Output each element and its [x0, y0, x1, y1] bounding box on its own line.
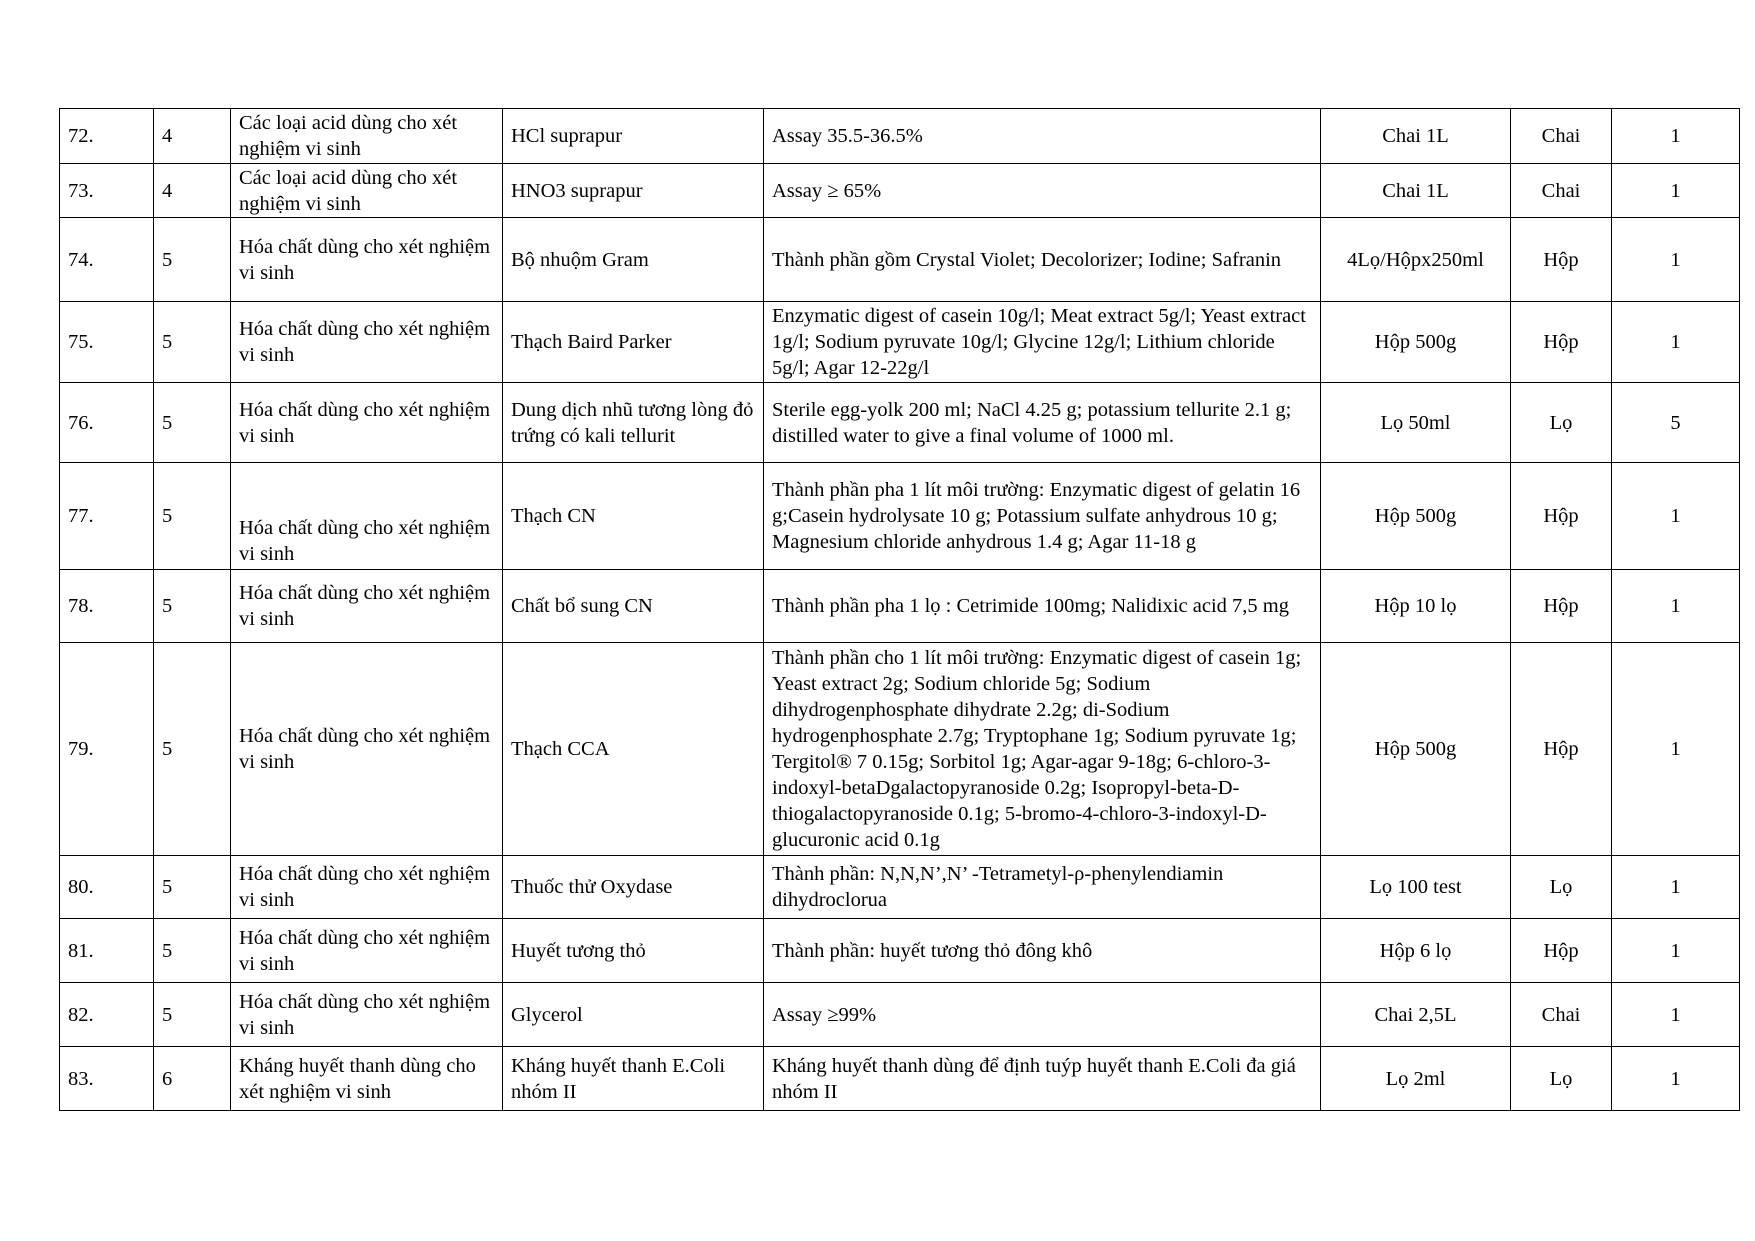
packaging-cell: Chai 1L	[1321, 164, 1511, 218]
category-cell: Hóa chất dùng cho xét nghiệm vi sinh	[231, 570, 503, 643]
quantity-cell: 1	[1612, 302, 1740, 383]
group-number: 5	[154, 218, 231, 302]
table-row	[60, 856, 1740, 919]
packaging-cell: 4Lọ/Hộpx250ml	[1321, 218, 1511, 302]
packaging-cell: Lọ 2ml	[1321, 1047, 1511, 1111]
specification-cell: Thành phần: N,N,N’,N’ -Tetrametyl-ρ-phenylendiamin dihydroclorua	[764, 856, 1321, 919]
packaging-cell: Chai 1L	[1321, 109, 1511, 164]
product-name-cell: Glycerol	[503, 983, 764, 1047]
specification-cell: Thành phần: huyết tương thỏ đông khô	[764, 919, 1321, 983]
unit-cell: Hộp	[1511, 919, 1612, 983]
packaging-cell: Hộp 10 lọ	[1321, 570, 1511, 643]
unit-cell: Chai	[1511, 164, 1612, 218]
row-number: 76.	[60, 383, 154, 463]
table-row	[60, 463, 1740, 570]
quantity-cell: 1	[1612, 463, 1740, 570]
specification-cell: Thành phần pha 1 lọ : Cetrimide 100mg; Nalidixic acid 7,5 mg	[764, 570, 1321, 643]
unit-cell: Chai	[1511, 109, 1612, 164]
category-cell: Hóa chất dùng cho xét nghiệm vi sinh	[231, 463, 503, 570]
quantity-cell: 5	[1612, 383, 1740, 463]
quantity-cell: 1	[1612, 856, 1740, 919]
row-number: 74.	[60, 218, 154, 302]
unit-cell: Lọ	[1511, 1047, 1612, 1111]
product-name-cell: HNO3 suprapur	[503, 164, 764, 218]
product-name-cell: Bộ nhuộm Gram	[503, 218, 764, 302]
category-cell: Hóa chất dùng cho xét nghiệm vi sinh	[231, 643, 503, 856]
table-row	[60, 1047, 1740, 1111]
quantity-cell: 1	[1612, 570, 1740, 643]
product-name-cell: Huyết tương thỏ	[503, 919, 764, 983]
product-name-cell: Chất bổ sung CN	[503, 570, 764, 643]
product-name-cell: Thạch CCA	[503, 643, 764, 856]
group-number: 4	[154, 164, 231, 218]
row-number: 80.	[60, 856, 154, 919]
table-row	[60, 302, 1740, 383]
category-cell: Hóa chất dùng cho xét nghiệm vi sinh	[231, 383, 503, 463]
row-number: 73.	[60, 164, 154, 218]
packaging-cell: Lọ 50ml	[1321, 383, 1511, 463]
table-row	[60, 643, 1740, 856]
packaging-cell: Lọ 100 test	[1321, 856, 1511, 919]
product-name-cell: Thạch Baird Parker	[503, 302, 764, 383]
product-name-cell: Dung dịch nhũ tương lòng đỏ trứng có kali tellurit	[503, 383, 764, 463]
unit-cell: Hộp	[1511, 643, 1612, 856]
unit-cell: Hộp	[1511, 218, 1612, 302]
product-name-cell: Thạch CN	[503, 463, 764, 570]
unit-cell: Lọ	[1511, 383, 1612, 463]
category-cell: Hóa chất dùng cho xét nghiệm vi sinh	[231, 302, 503, 383]
category-cell: Các loại acid dùng cho xét nghiệm vi sinh	[231, 109, 503, 164]
table-row	[60, 983, 1740, 1047]
group-number: 5	[154, 983, 231, 1047]
row-number: 72.	[60, 109, 154, 164]
group-number: 5	[154, 302, 231, 383]
row-number: 82.	[60, 983, 154, 1047]
group-number: 4	[154, 109, 231, 164]
specification-cell: Sterile egg-yolk 200 ml; NaCl 4.25 g; potassium tellurite 2.1 g; distilled water to give a final volume of 1000 ml.	[764, 383, 1321, 463]
group-number: 5	[154, 383, 231, 463]
category-cell: Hóa chất dùng cho xét nghiệm vi sinh	[231, 218, 503, 302]
product-name-cell: Thuốc thử Oxydase	[503, 856, 764, 919]
row-number: 78.	[60, 570, 154, 643]
row-number: 83.	[60, 1047, 154, 1111]
table-row	[60, 164, 1740, 218]
specification-cell: Assay ≥99%	[764, 983, 1321, 1047]
group-number: 5	[154, 570, 231, 643]
unit-cell: Lọ	[1511, 856, 1612, 919]
chemicals-table	[59, 108, 1740, 1111]
specification-cell: Assay 35.5-36.5%	[764, 109, 1321, 164]
product-name-cell: HCl suprapur	[503, 109, 764, 164]
row-number: 79.	[60, 643, 154, 856]
table-row	[60, 570, 1740, 643]
quantity-cell: 1	[1612, 919, 1740, 983]
packaging-cell: Chai 2,5L	[1321, 983, 1511, 1047]
group-number: 5	[154, 463, 231, 570]
unit-cell: Hộp	[1511, 570, 1612, 643]
category-cell: Hóa chất dùng cho xét nghiệm vi sinh	[231, 983, 503, 1047]
specification-cell: Thành phần gồm Crystal Violet; Decolorizer; Iodine; Safranin	[764, 218, 1321, 302]
quantity-cell: 1	[1612, 218, 1740, 302]
packaging-cell: Hộp 6 lọ	[1321, 919, 1511, 983]
table-row	[60, 218, 1740, 302]
unit-cell: Chai	[1511, 983, 1612, 1047]
group-number: 5	[154, 919, 231, 983]
quantity-cell: 1	[1612, 643, 1740, 856]
row-number: 75.	[60, 302, 154, 383]
quantity-cell: 1	[1612, 164, 1740, 218]
unit-cell: Hộp	[1511, 463, 1612, 570]
packaging-cell: Hộp 500g	[1321, 643, 1511, 856]
category-cell: Các loại acid dùng cho xét nghiệm vi sinh	[231, 164, 503, 218]
quantity-cell: 1	[1612, 1047, 1740, 1111]
quantity-cell: 1	[1612, 983, 1740, 1047]
packaging-cell: Hộp 500g	[1321, 302, 1511, 383]
group-number: 5	[154, 856, 231, 919]
category-cell: Kháng huyết thanh dùng cho xét nghiệm vi sinh	[231, 1047, 503, 1111]
specification-cell: Thành phần pha 1 lít môi trường: Enzymatic digest of gelatin 16 g;Casein hydrolysate 10 g; Potassium sulfate anhydrous 10 g; Magnesium chloride anhydrous 1.4 g; Agar 11-18 g	[764, 463, 1321, 570]
table-row	[60, 383, 1740, 463]
group-number: 5	[154, 643, 231, 856]
unit-cell: Hộp	[1511, 302, 1612, 383]
table-row	[60, 919, 1740, 983]
table-row	[60, 109, 1740, 164]
specification-cell: Kháng huyết thanh dùng để định tuýp huyết thanh E.Coli đa giá nhóm II	[764, 1047, 1321, 1111]
specification-cell: Thành phần cho 1 lít môi trường: Enzymatic digest of casein 1g; Yeast extract 2g; Sodium chloride 5g; Sodium dihydrogenphosphate dihydrate 2.2g; di-Sodium hydrogenphosphate 2.7g; Tryptophane 1g; Sodium pyruvate 1g; Tergitol® 7 0.15g; Sorbitol 1g; Agar-agar 9-18g; 6-chloro-3-indoxyl-betaDgalactopyranoside 0.2g; Isopropyl-beta-D-thiogalactopyranoside 0.1g; 5-bromo-4-chloro-3-indoxyl-D-glucuronic acid 0.1g	[764, 643, 1321, 856]
category-cell: Hóa chất dùng cho xét nghiệm vi sinh	[231, 919, 503, 983]
product-name-cell: Kháng huyết thanh E.Coli nhóm II	[503, 1047, 764, 1111]
category-cell: Hóa chất dùng cho xét nghiệm vi sinh	[231, 856, 503, 919]
packaging-cell: Hộp 500g	[1321, 463, 1511, 570]
specification-cell: Enzymatic digest of casein 10g/l; Meat extract 5g/l; Yeast extract 1g/l; Sodium pyruvate 10g/l; Glycine 12g/l; Lithium chloride 5g/l; Agar 12-22g/l	[764, 302, 1321, 383]
specification-cell: Assay ≥ 65%	[764, 164, 1321, 218]
row-number: 77.	[60, 463, 154, 570]
quantity-cell: 1	[1612, 109, 1740, 164]
row-number: 81.	[60, 919, 154, 983]
group-number: 6	[154, 1047, 231, 1111]
